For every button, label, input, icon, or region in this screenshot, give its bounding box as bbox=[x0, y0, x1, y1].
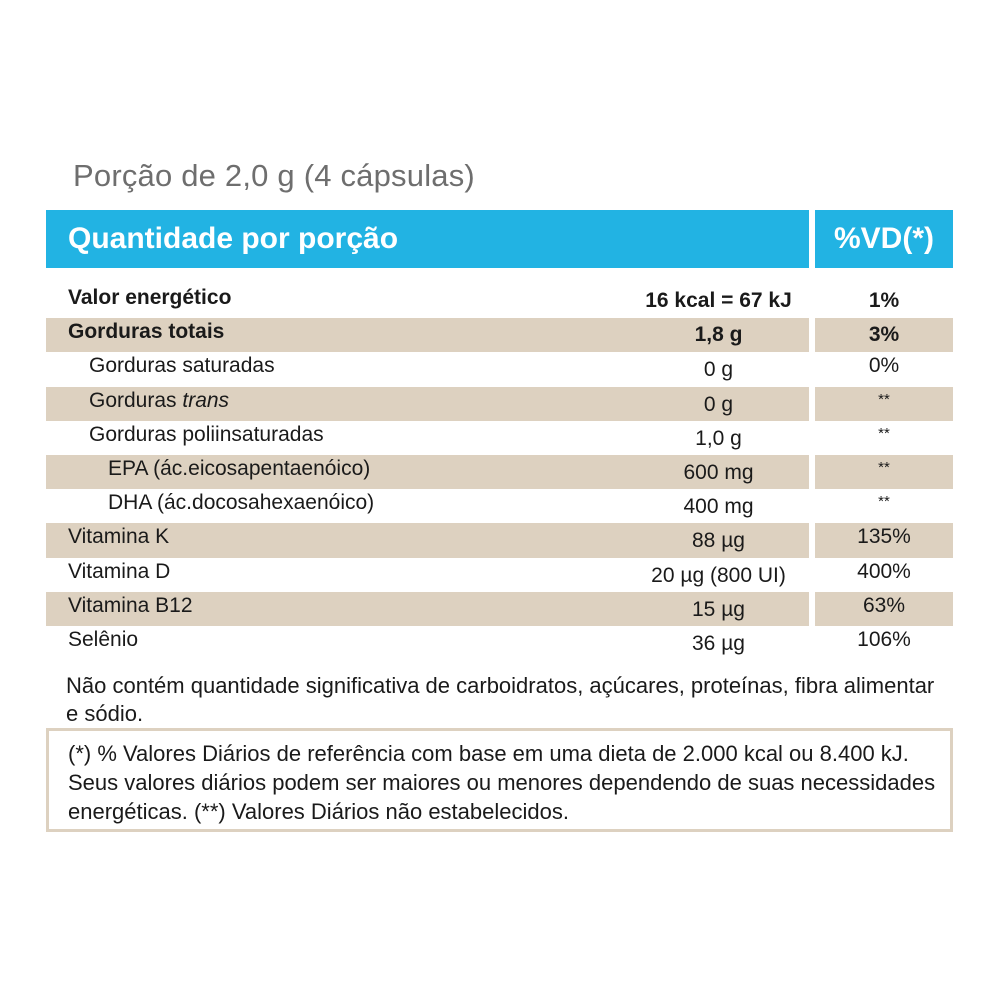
table-row-total-fat bbox=[46, 318, 953, 352]
row-label: EPA (ác.eicosapentaenóico) bbox=[108, 456, 371, 480]
row-amount: 1,0 g bbox=[695, 426, 742, 450]
row-label bbox=[89, 389, 229, 413]
row-label: Gorduras saturadas bbox=[89, 354, 275, 378]
row-daily-value: ** bbox=[878, 493, 890, 511]
row-label: Vitamina K bbox=[68, 525, 170, 549]
serving-size: Porção de 2,0 g (4 cápsulas) bbox=[73, 158, 475, 193]
row-label: Selênio bbox=[68, 627, 139, 651]
nutrition-table bbox=[46, 284, 953, 660]
table-row-vitamin-k bbox=[46, 523, 953, 557]
table-row-selenium bbox=[46, 626, 953, 660]
row-amount: 15 µg bbox=[692, 597, 745, 621]
row-label: Gorduras poliinsaturadas bbox=[89, 422, 324, 446]
row-label: DHA (ác.docosahexaenóico) bbox=[108, 491, 375, 515]
table-row-energy bbox=[46, 284, 953, 318]
row-amount: 400 mg bbox=[683, 495, 754, 519]
row-amount: 600 mg bbox=[683, 460, 754, 484]
row-daily-value: ** bbox=[878, 458, 890, 476]
row-label-prefix: Gorduras bbox=[89, 388, 183, 412]
row-label-italic: trans bbox=[182, 388, 230, 412]
row-label: Gorduras totais bbox=[68, 320, 225, 344]
row-amount: 20 µg (800 UI) bbox=[651, 563, 786, 587]
table-row-dha bbox=[46, 489, 953, 523]
row-daily-value: 106% bbox=[857, 627, 911, 651]
row-daily-value: ** bbox=[878, 390, 890, 408]
insignificant-nutrients-note: Não contém quantidade significativa de carboidratos, açúcares, proteínas, fibra alimentar e sódio. bbox=[66, 673, 935, 726]
table-row-saturated-fat bbox=[46, 352, 953, 386]
row-daily-value: 3% bbox=[868, 323, 900, 347]
table-row-vitamin-b12 bbox=[46, 592, 953, 626]
row-daily-value: 1% bbox=[868, 289, 900, 312]
row-amount: 16 kcal = 67 kJ bbox=[645, 289, 792, 312]
table-header-amount-per-serving bbox=[46, 210, 809, 268]
table-row-polyunsaturated-fat bbox=[46, 421, 953, 455]
row-daily-value: 0% bbox=[868, 354, 900, 378]
row-amount: 1,8 g bbox=[694, 323, 743, 347]
row-amount: 0 g bbox=[703, 392, 734, 416]
row-daily-value: 400% bbox=[857, 559, 911, 583]
table-row-epa bbox=[46, 455, 953, 489]
row-daily-value: ** bbox=[878, 424, 890, 442]
row-amount: 0 g bbox=[703, 358, 734, 382]
table-header-daily-value bbox=[815, 210, 953, 268]
table-row-trans-fat bbox=[46, 387, 953, 421]
footnote-text: (*) % Valores Diários de referência com base em uma dieta de 2.000 kcal ou 8.400 kJ. Seus valores diários podem ser maiores ou menores dependendo de suas necessidades energéticas. (**) Valores Diários não estabelecidos. bbox=[68, 741, 936, 824]
row-daily-value: 135% bbox=[857, 525, 911, 549]
header-left-label: Quantidade por porção bbox=[68, 222, 399, 255]
row-label: Vitamina B12 bbox=[68, 593, 193, 617]
row-label: Valor energético bbox=[68, 286, 232, 309]
row-amount: 36 µg bbox=[692, 631, 745, 655]
daily-value-footnote bbox=[46, 728, 953, 832]
row-label: Vitamina D bbox=[68, 559, 171, 583]
header-right-label: %VD(*) bbox=[833, 222, 934, 255]
table-row-vitamin-d bbox=[46, 558, 953, 592]
row-daily-value: 63% bbox=[862, 593, 906, 617]
row-amount: 88 µg bbox=[692, 529, 745, 553]
